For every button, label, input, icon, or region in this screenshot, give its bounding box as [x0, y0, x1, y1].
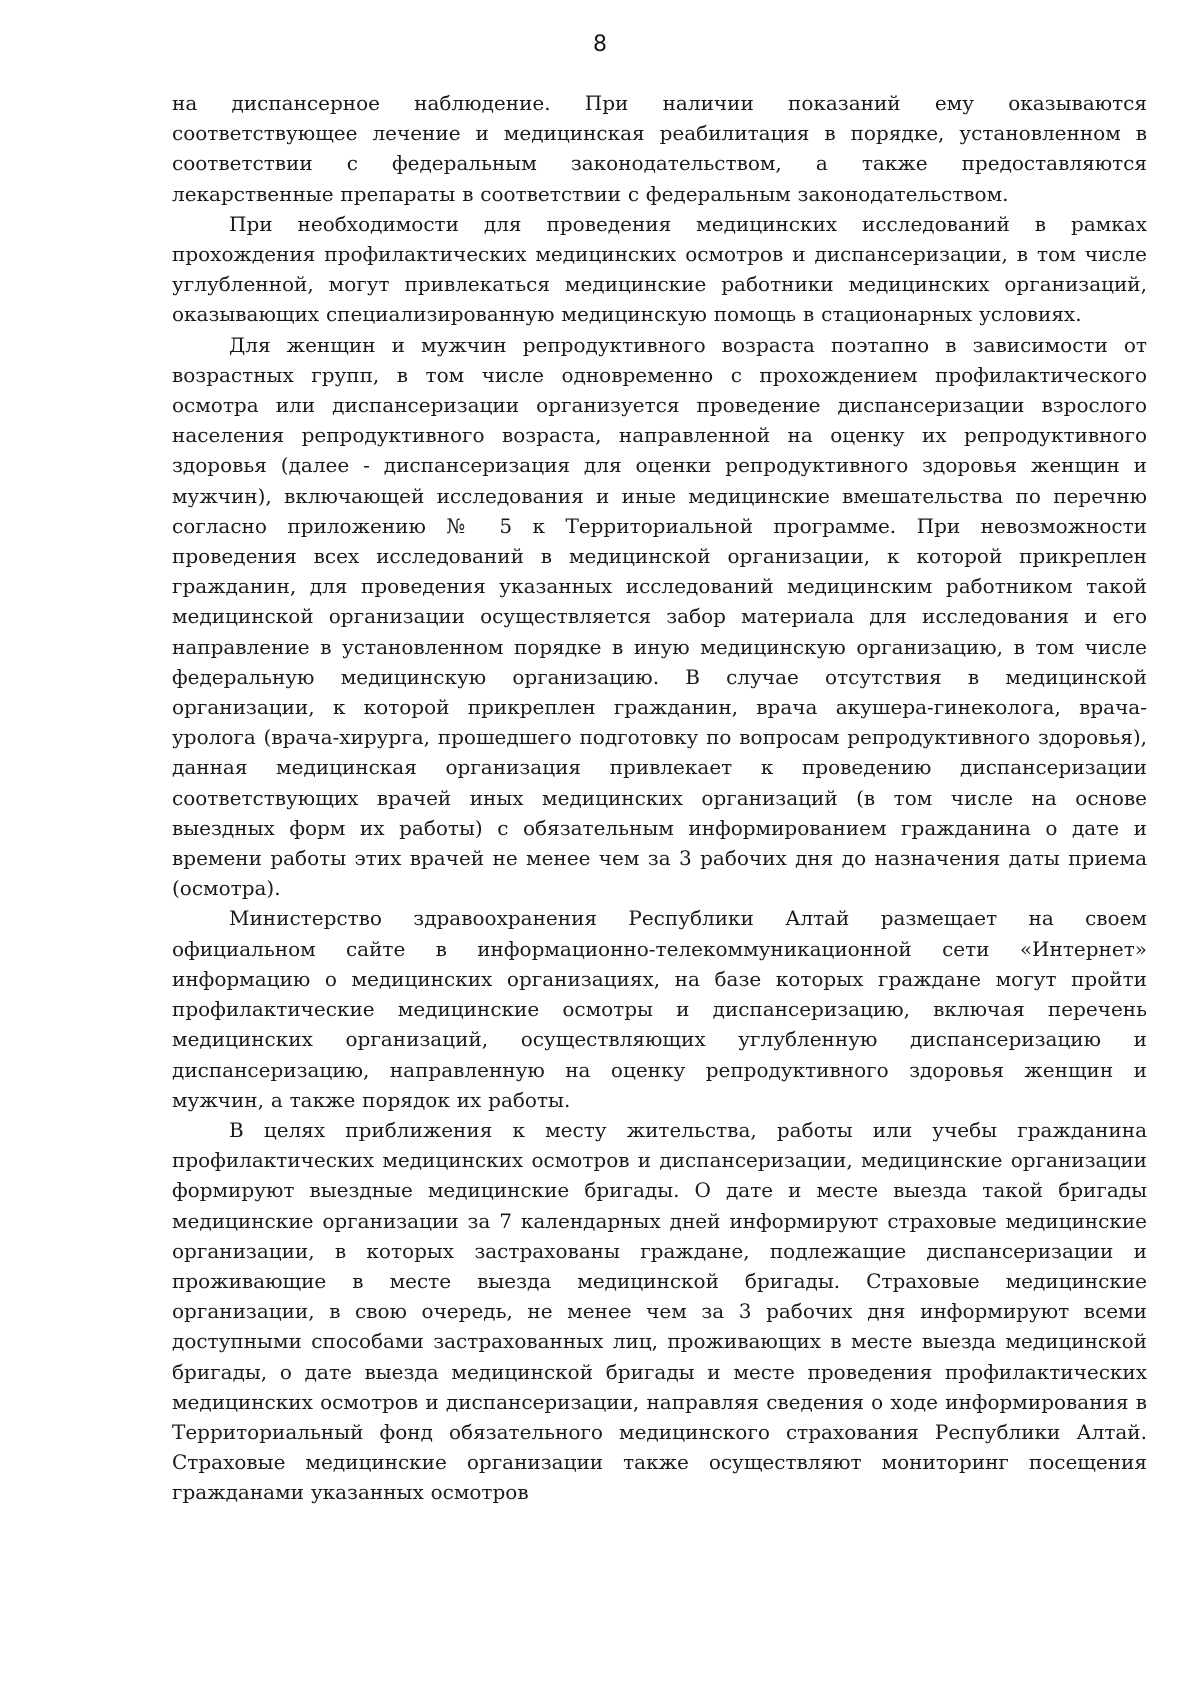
paragraph-5: В целях приближения к месту жительства, работы или учебы гражданина профилактических медицинских осмотров и диспансеризации, медицинские организации формируют выездные медицинские бригады. О дате и месте выезда такой бригады медицинские организации за 7 календарных дней информируют страховые медицинские организации, в которых застрахованы граждане, подлежащие диспансеризации и проживающие в месте выезда медицинской бригады. Страховые медицинские организации, в свою очередь, не менее чем за 3 рабочих дня информируют всеми доступными способами застрахованных лиц, проживающих в месте выезда медицинской бригады, о дате выезда медицинской бригады и месте проведения профилактических медицинских осмотров и диспансеризации, направляя сведения о ходе информирования в Территориальный фонд обязательного медицинского страхования Республики Алтай. Страховые медицинские организации также осуществляют мониторинг посещения гражданами указанных осмотров	[172, 1117, 1147, 1505]
paragraph-4: Министерство здравоохранения Республики Алтай размещает на своем официальном сайте в информационно-телекоммуникационной сети «Интернет» информацию о медицинских организациях, на базе которых граждане могут пройти профилактические медицинские осмотры и диспансеризацию, включая перечень медицинских организаций, осуществляющих углубленную диспансеризацию и диспансеризацию, направленную на оценку репродуктивного здоровья женщин и мужчин, а также порядок их работы.	[172, 906, 1147, 1112]
paragraph-1: на диспансерное наблюдение. При наличии показаний ему оказываются соответствующее лечение и медицинская реабилитация в порядке, установленном в соответствии с федеральным законодательством, а также предоставляются лекарственные препараты в соответствии с федеральным законодательством.	[172, 91, 1147, 206]
paragraph-3: Для женщин и мужчин репродуктивного возраста поэтапно в зависимости от возрастных групп, в том числе одновременно с прохождением профилактического осмотра или диспансеризации организуется проведение диспансеризации взрослого населения репродуктивного возраста, направленной на оценку их репродуктивного здоровья (далее - диспансеризация для оценки репродуктивного здоровья женщин и мужчин), включающей исследования и иные медицинские вмешательства по перечню согласно приложению № 5 к Территориальной программе. При невозможности проведения всех исследований в медицинской организации, к которой прикреплен гражданин, для проведения указанных исследований медицинским работником такой медицинской организации осуществляется забор материала для исследования и его направление в установленном порядке в иную медицинскую организацию, в том числе федеральную медицинскую организацию. В случае отсутствия в медицинской организации, к которой прикреплен гражданин, врача акушера-гинеколога, врача-уролога (врача-хирурга, прошедшего подготовку по вопросам репродуктивного здоровья), данная медицинская организация привлекает к проведению диспансеризации соответствующих врачей иных медицинских организаций (в том числе на основе выездных форм их работы) с обязательным информированием гражданина о дате и времени работы этих врачей не менее чем за 3 рабочих дня до назначения даты приема (осмотра).	[172, 332, 1147, 901]
paragraph-2: При необходимости для проведения медицинских исследований в рамках прохождения профилактических медицинских осмотров и диспансеризации, в том числе углубленной, могут привлекаться медицинские работники медицинских организаций, оказывающих специализированную медицинскую помощь в стационарных условиях.	[172, 211, 1147, 327]
document-body	[172, 88, 1147, 1508]
page-number: 8	[593, 32, 607, 57]
